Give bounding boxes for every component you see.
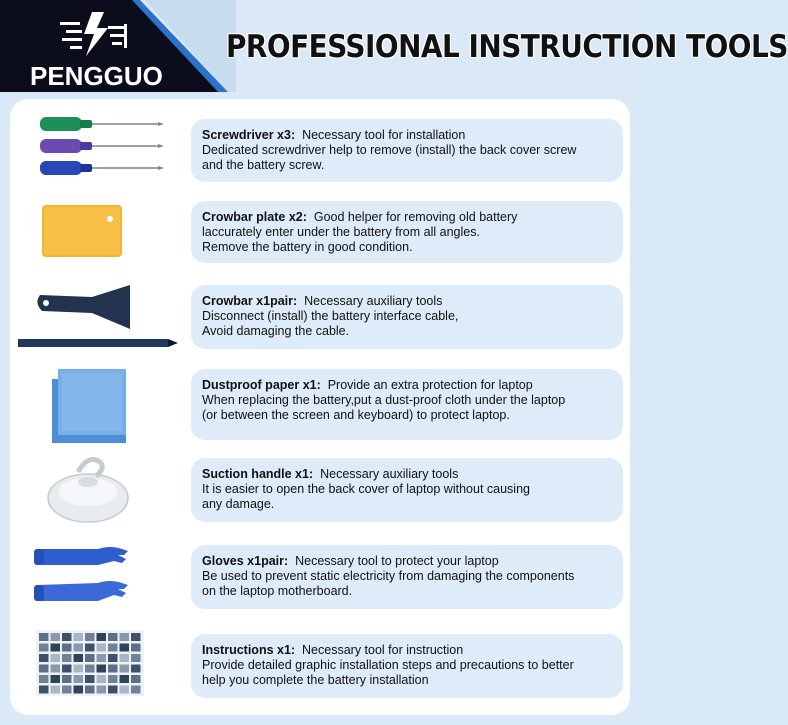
list-item [10,109,630,189]
tool-tagline: Good helper for removing old battery [313,210,518,224]
tool-card-dustproof-paper [191,369,623,440]
list-item [10,193,630,273]
list-item [10,626,630,706]
pry-card-icon [18,193,183,273]
tool-card-suction-handle [191,458,623,522]
tool-card-crowbar-plate [191,201,623,263]
tool-desc-line: Dedicated screwdriver help to remove (install) the back cover screw [202,143,577,157]
screwdriver-icon [18,109,183,189]
tool-card-gloves [191,545,623,609]
brand-name: PENGGUO [30,61,163,91]
tool-name: Crowbar plate x2: [202,210,307,224]
list-item [10,279,630,359]
tool-desc-line: and the battery screw. [202,158,325,172]
tool-desc-line: Be used to prevent static electricity from damaging the components [202,569,575,583]
tool-name: Suction handle x1: [202,467,314,481]
tool-desc-line: Avoid damaging the cable. [202,324,350,338]
tool-name: Dustproof paper x1: [202,378,321,392]
tool-desc-line: It is easier to open the back cover of laptop without causing [202,482,530,496]
tool-desc-line: (or between the screen and keyboard) to protect laptop. [202,408,510,422]
list-item [10,452,630,532]
pry-tool-icon [18,279,183,359]
gloves-icon [18,539,183,619]
suction-cup-icon [18,452,183,532]
list-item [10,363,630,443]
tool-desc-line: on the laptop motherboard. [202,584,353,598]
brand-logo [0,0,236,92]
tool-tagline: Necessary tool for installation [302,128,466,142]
tool-tagline: Necessary tool to protect your laptop [295,554,499,568]
dust-cloth-icon [18,363,183,443]
tool-desc-line: laccurately enter under the battery from all angles. [202,225,480,239]
tool-desc-line: Provide detailed graphic installation steps and precautions to better [202,658,574,672]
tools-panel [10,99,630,715]
tool-desc-line: Remove the battery in good condition. [202,240,413,254]
tool-desc-line: When replacing the battery,put a dust-proof cloth under the laptop [202,393,566,407]
tool-name: Instructions x1: [202,643,296,657]
instruction-sheet-icon [18,626,183,706]
tool-card-screwdriver [191,119,623,182]
list-item [10,539,630,619]
tool-card-instructions [191,634,623,698]
tool-name: Crowbar x1pair: [202,294,298,308]
tool-tagline: Provide an extra protection for laptop [327,378,533,392]
tool-name: Screwdriver x3: [202,128,296,142]
tool-desc-line: Disconnect (install) the battery interface cable, [202,309,459,323]
header [0,0,788,92]
tool-name: Gloves x1pair: [202,554,289,568]
tool-desc-line: help you complete the battery installation [202,673,429,687]
tool-tagline: Necessary auxiliary tools [320,467,459,481]
page-title: PROFESSIONAL INSTRUCTION TOOLS [226,29,788,65]
tool-tagline: Necessary tool for instruction [302,643,464,657]
tool-desc-line: any damage. [202,497,275,511]
tool-card-crowbar [191,285,623,349]
tool-tagline: Necessary auxiliary tools [304,294,443,308]
